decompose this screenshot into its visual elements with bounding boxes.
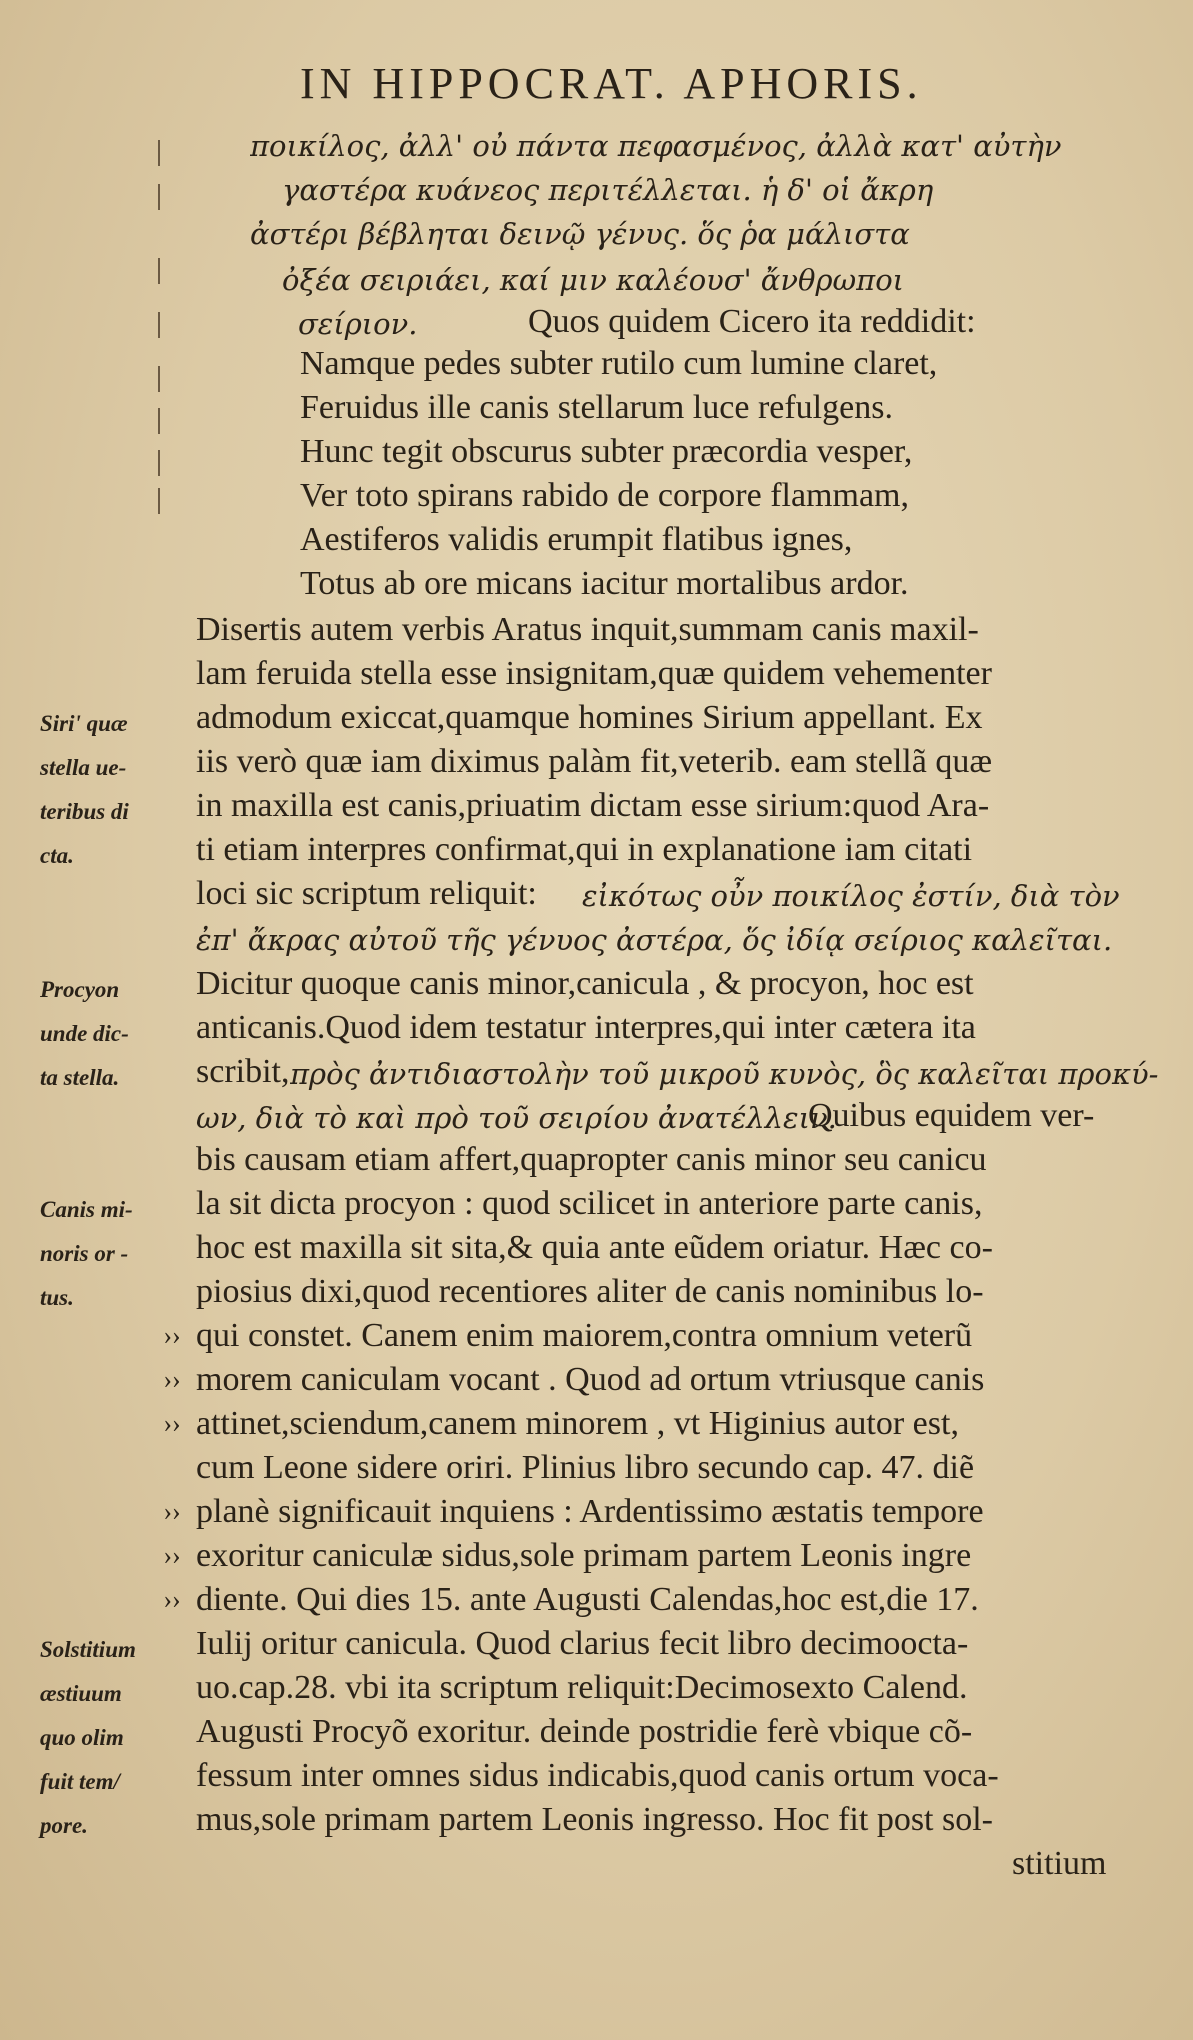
greek-verse-line: ὀξέα σειριάει, καί μιν καλέουσ' ἄνθρωποι bbox=[282, 263, 905, 297]
margin-tick bbox=[158, 366, 160, 392]
verse-line: Ver toto spirans rabido de corpore flammam, bbox=[300, 477, 909, 514]
margin-note-procyon: unde dic- bbox=[40, 1021, 129, 1046]
margin-note-canis: noris or - bbox=[40, 1241, 129, 1266]
text-line: piosius dixi,quod recentiores aliter de canis nominibus lo- bbox=[196, 1273, 984, 1310]
margin-note-sirius: teribus di bbox=[40, 799, 129, 824]
margin-tick bbox=[158, 312, 160, 338]
running-header: IN HIPPOCRAT. APHORIS. bbox=[300, 59, 923, 108]
quote-mark: ›› bbox=[163, 1321, 181, 1350]
greek-inline: εἰκότως οὖν ποικίλος ἐστίν, διὰ τὸν bbox=[582, 879, 1120, 913]
text-line: mus,sole primam partem Leonis ingresso. Hoc fit post sol- bbox=[196, 1801, 993, 1838]
margin-note-solstitium: æstiuum bbox=[40, 1681, 122, 1706]
margin-note-solstitium: quo olim bbox=[40, 1725, 124, 1750]
margin-note-procyon: Procyon bbox=[40, 977, 120, 1002]
greek-inline: πρὸς ἀντιδιαστολὴν τοῦ μικροῦ κυνὸς, ὃς καλεῖται προκύ- bbox=[290, 1057, 1159, 1091]
text-line: la sit dicta procyon : quod scilicet in anteriore parte canis, bbox=[196, 1185, 983, 1222]
margin-note-sirius: cta. bbox=[40, 843, 74, 868]
margin-note-procyon: ta stella. bbox=[40, 1065, 120, 1090]
text-line: lam feruida stella esse insignitam,quæ quidem vehementer bbox=[196, 655, 992, 692]
margin-tick bbox=[158, 184, 160, 210]
text-line: attinet,sciendum,canem minorem , vt Higinius autor est, bbox=[196, 1405, 959, 1442]
quote-mark: ›› bbox=[163, 1497, 181, 1526]
verse-line: Namque pedes subter rutilo cum lumine claret, bbox=[300, 345, 938, 382]
margin-tick bbox=[158, 258, 160, 284]
text-line: scribit, bbox=[196, 1053, 290, 1090]
text-line: admodum exiccat,quamque homines Sirium appellant. Ex bbox=[196, 699, 983, 736]
greek-verse-line: γαστέρα κυάνεος περιτέλλεται. ἡ δ' οἱ ἄκρη bbox=[282, 173, 934, 207]
quote-mark: ›› bbox=[163, 1585, 181, 1614]
catchword: stitium bbox=[1012, 1845, 1107, 1882]
text-line: Disertis autem verbis Aratus inquit,summam canis maxil- bbox=[196, 611, 979, 648]
margin-tick bbox=[158, 450, 160, 476]
verse-line: Feruidus ille canis stellarum luce refulgens. bbox=[300, 389, 893, 426]
margin-note-solstitium: Solstitium bbox=[40, 1637, 136, 1662]
text-line: cum Leone sidere oriri. Plinius libro secundo cap. 47. diẽ bbox=[196, 1449, 975, 1486]
text-line: bis causam etiam affert,quapropter canis minor seu canicu bbox=[196, 1141, 987, 1178]
verse-line: Totus ab ore micans iacitur mortalibus ardor. bbox=[300, 565, 909, 602]
text-line: hoc est maxilla sit sita,& quia ante eũdem oriatur. Hæc co- bbox=[196, 1229, 993, 1266]
text-line: Augusti Procyõ exoritur. deinde postridie ferè vbique cõ- bbox=[196, 1713, 973, 1750]
text-line: anticanis.Quod idem testatur interpres,qui inter cætera ita bbox=[196, 1009, 976, 1046]
margin-note-canis: Canis mi- bbox=[40, 1197, 133, 1222]
greek-line: ων, διὰ τὸ καὶ πρὸ τοῦ σειρίου ἀνατέλλειν. bbox=[196, 1101, 837, 1135]
margin-tick bbox=[158, 488, 160, 514]
greek-verse-line: ποικίλος, ἀλλ' οὐ πάντα πεφασμένος, ἀλλὰ κατ' αὐτὴν bbox=[250, 129, 1062, 163]
text-line: uo.cap.28. vbi ita scriptum reliquit:Decimosexto Calend. bbox=[196, 1669, 968, 1706]
text-line: diente. Qui dies 15. ante Augusti Calendas,hoc est,die 17. bbox=[196, 1581, 979, 1618]
text-line: Iulij oritur canicula. Quod clarius fecit libro decimoocta- bbox=[196, 1625, 969, 1662]
greek-verse-line: σείριον. bbox=[298, 307, 418, 341]
text-line: qui constet. Canem enim maiorem,contra omnium veterũ bbox=[196, 1317, 973, 1354]
text-line: morem caniculam vocant . Quod ad ortum vtriusque canis bbox=[196, 1361, 985, 1398]
text-line: ti etiam interpres confirmat,qui in explanatione iam citati bbox=[196, 831, 973, 868]
greek-verse-line: ἀστέρι βέβληται δεινῷ γένυς. ὅς ῥα μάλιστα bbox=[250, 217, 910, 251]
text-line: in maxilla est canis,priuatim dictam esse sirium:quod Ara- bbox=[196, 787, 990, 824]
text-line: loci sic scriptum reliquit: bbox=[196, 875, 537, 912]
text-line: iis verò quæ iam diximus palàm fit,veterib. eam stellã quæ bbox=[196, 743, 993, 780]
quote-mark: ›› bbox=[163, 1365, 181, 1394]
text-line: fessum inter omnes sidus indicabis,quod canis ortum voca- bbox=[196, 1757, 999, 1794]
margin-note-sirius: stella ue- bbox=[40, 755, 127, 780]
margin-note-canis: tus. bbox=[40, 1285, 74, 1310]
margin-note-solstitium: fuit tem/ bbox=[40, 1769, 120, 1794]
text-line: planè significauit inquiens : Ardentissimo æstatis tempore bbox=[196, 1493, 984, 1530]
text-line: Quibus equidem ver- bbox=[808, 1097, 1095, 1134]
verse-line: Aestiferos validis erumpit flatibus ignes, bbox=[300, 521, 853, 558]
margin-note-solstitium: pore. bbox=[40, 1813, 88, 1838]
text-line: Dicitur quoque canis minor,canicula , & procyon, hoc est bbox=[196, 965, 974, 1002]
greek-line: ἐπ' ἄκρας αὐτοῦ τῆς γένυος ἀστέρα, ὅς ἰδίᾳ σείριος καλεῖται. bbox=[196, 923, 1113, 957]
margin-tick bbox=[158, 140, 160, 166]
quote-mark: ›› bbox=[163, 1409, 181, 1438]
verse-line: Hunc tegit obscurus subter præcordia vesper, bbox=[300, 433, 913, 470]
quote-mark: ›› bbox=[163, 1541, 181, 1570]
text-line: exoritur caniculæ sidus,sole primam partem Leonis ingre bbox=[196, 1537, 972, 1574]
cicero-intro: Quos quidem Cicero ita reddidit: bbox=[528, 303, 976, 340]
margin-tick bbox=[158, 408, 160, 434]
margin-note-sirius: Siri' quæ bbox=[40, 711, 128, 736]
